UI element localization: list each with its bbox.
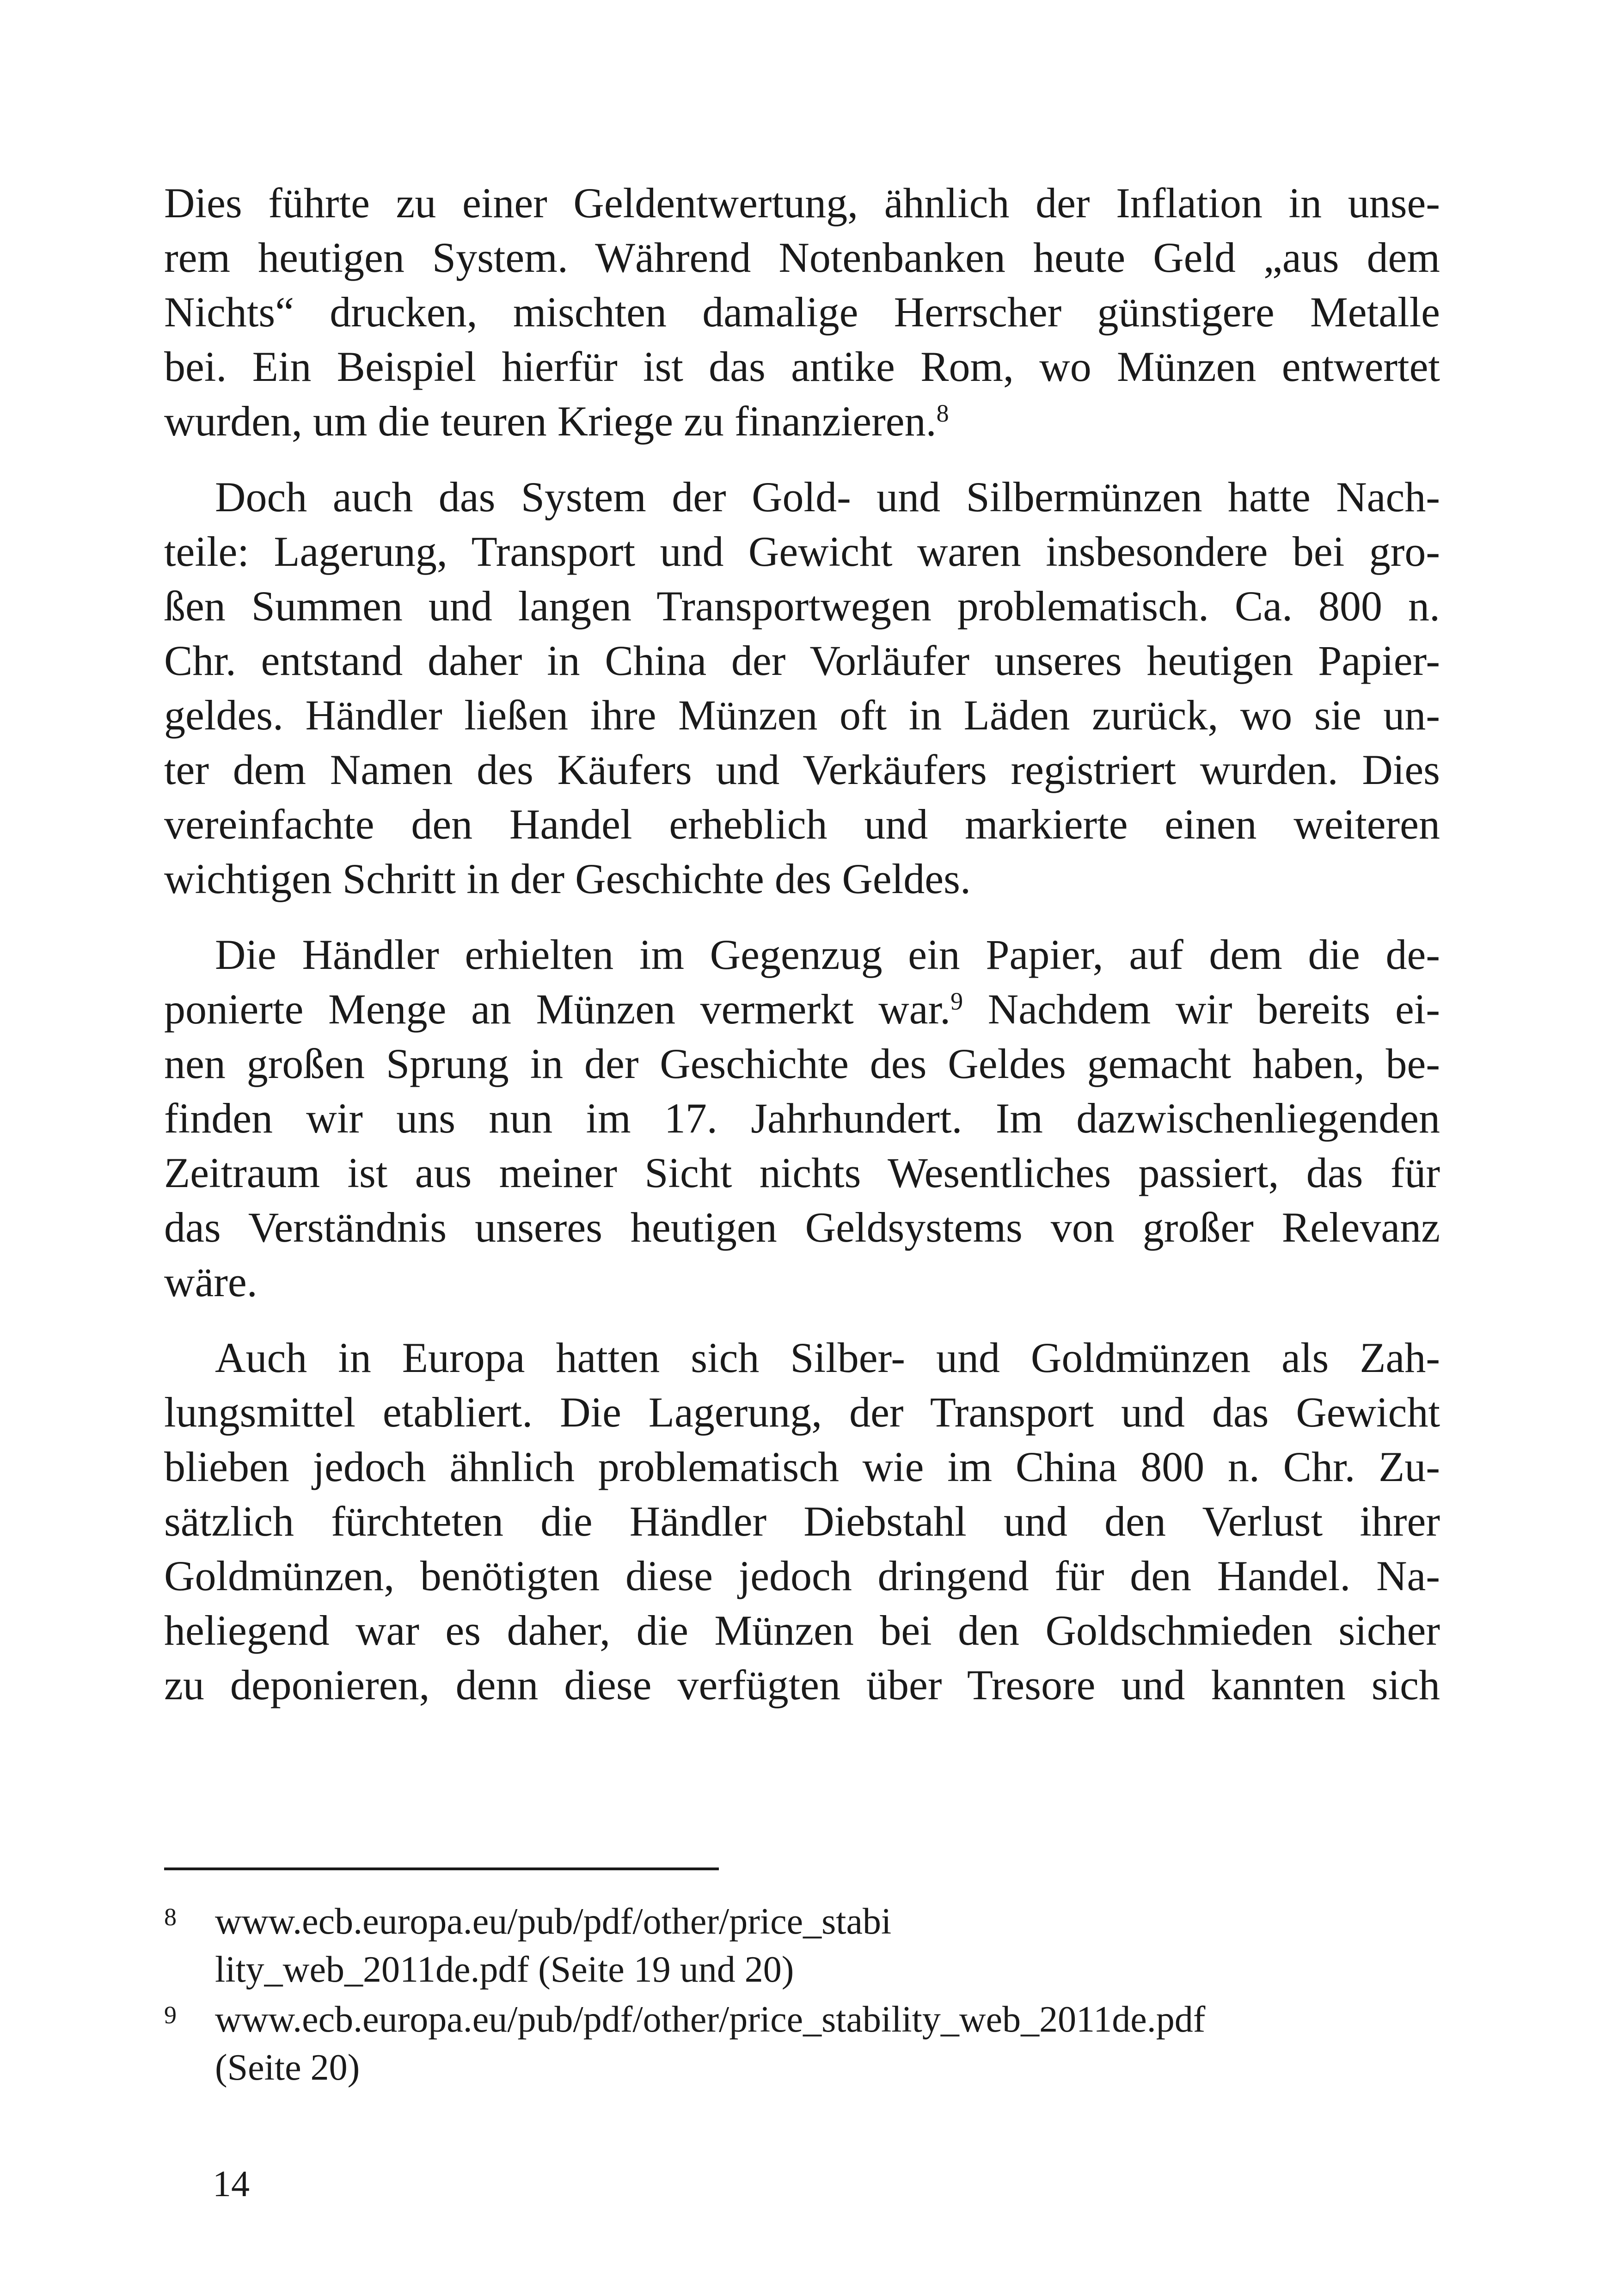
paragraph-3 [164, 927, 1440, 1309]
text-line: wäre. [164, 1258, 257, 1305]
footnote-text [215, 1898, 1440, 1994]
footnote-8 [164, 1898, 1440, 1994]
text-line: wichtigen Schritt in der Geschichte des Geldes. [164, 855, 971, 902]
text-line: sätzlich fürchteten die Händler Diebstahl und den Verlust ihrer [164, 1498, 1440, 1545]
text-line: blieben jedoch ähnlich problematisch wie im China 800 n. Chr. Zu- [164, 1443, 1440, 1490]
text-line: Goldmünzen, benötigten diese jedoch dringend für den Handel. Na- [164, 1552, 1440, 1599]
footnote-number: 8 [164, 1903, 177, 1931]
paragraph-2 [164, 470, 1440, 906]
footnote-ref-8[interactable]: 8 [936, 399, 949, 427]
text-run: wurden, um die teuren Kriege zu finanzieren. [164, 398, 937, 445]
footnote-line: (Seite 20) [215, 2047, 360, 2088]
text-line: lungsmittel etabliert. Die Lagerung, der Transport und das Gewicht [164, 1389, 1440, 1436]
text-line: Zeitraum ist aus meiner Sicht nichts Wesentliches passiert, das für [164, 1149, 1440, 1196]
text-line: ßen Summen und langen Transportwegen problematisch. Ca. 800 n. [164, 582, 1440, 630]
footnote-number: 9 [164, 2001, 177, 2029]
text-line [164, 982, 1440, 1036]
text-line: geldes. Händler ließen ihre Münzen oft in Läden zurück, wo sie un- [164, 692, 1440, 739]
body-text [164, 176, 1440, 1733]
paragraph-1 [164, 176, 1440, 448]
footnote-link[interactable]: www.ecb.europa.eu/pub/pdf/other/price_stabi [215, 1901, 892, 1942]
paragraph-4 [164, 1330, 1440, 1712]
text-line: heliegend war es daher, die Münzen bei den Goldschmieden sicher [164, 1607, 1440, 1654]
text-run: ponierte Menge an Münzen vermerkt war. [164, 986, 951, 1033]
footnote-link[interactable]: www.ecb.europa.eu/pub/pdf/other/price_stability_web_2011de.pdf [215, 1999, 1206, 2040]
text-line: teile: Lagerung, Transport und Gewicht waren insbesondere bei gro- [164, 528, 1440, 575]
text-line: Doch auch das System der Gold- und Silbermünzen hatte Nach- [215, 473, 1440, 520]
text-run: Nachdem wir bereits ei- [963, 986, 1440, 1033]
footnote-ref-9[interactable]: 9 [950, 987, 963, 1015]
text-line: das Verständnis unseres heutigen Geldsystems von großer Relevanz [164, 1204, 1440, 1251]
text-line: zu deponieren, denn diese verfügten über Tresore und kannten sich [164, 1661, 1440, 1708]
text-line: Dies führte zu einer Geldentwertung, ähnlich der Inflation in unse- [164, 179, 1440, 227]
text-line: finden wir uns nun im 17. Jahrhundert. Im dazwischenliegenden [164, 1095, 1440, 1142]
text-line: Chr. entstand daher in China der Vorläufer unseres heutigen Papier- [164, 637, 1440, 684]
footnote-text [215, 1996, 1440, 2092]
page-number: 14 [213, 2164, 250, 2204]
text-line: bei. Ein Beispiel hierfür ist das antike Rom, wo Münzen entwertet [164, 343, 1440, 390]
text-line: Nichts“ drucken, mischten damalige Herrscher günstigere Metalle [164, 288, 1440, 336]
text-line: Auch in Europa hatten sich Silber- und Goldmünzen als Zah- [215, 1334, 1440, 1381]
text-line [164, 394, 1440, 448]
footnote-line: lity_web_2011de.pdf (Seite 19 und 20) [215, 1949, 794, 1990]
footnote-divider [164, 1867, 719, 1870]
text-line: ter dem Namen des Käufers und Verkäufers registriert wurden. Dies [164, 746, 1440, 793]
footnote-9 [164, 1996, 1440, 2092]
footnotes [164, 1898, 1440, 2094]
text-line: rem heutigen System. Während Notenbanken heute Geld „aus dem [164, 234, 1440, 281]
text-line: Die Händler erhielten im Gegenzug ein Papier, auf dem die de- [215, 931, 1440, 978]
text-line: vereinfachte den Handel erheblich und markierte einen weiteren [164, 801, 1440, 848]
text-line: nen großen Sprung in der Geschichte des Geldes gemacht haben, be- [164, 1040, 1440, 1087]
